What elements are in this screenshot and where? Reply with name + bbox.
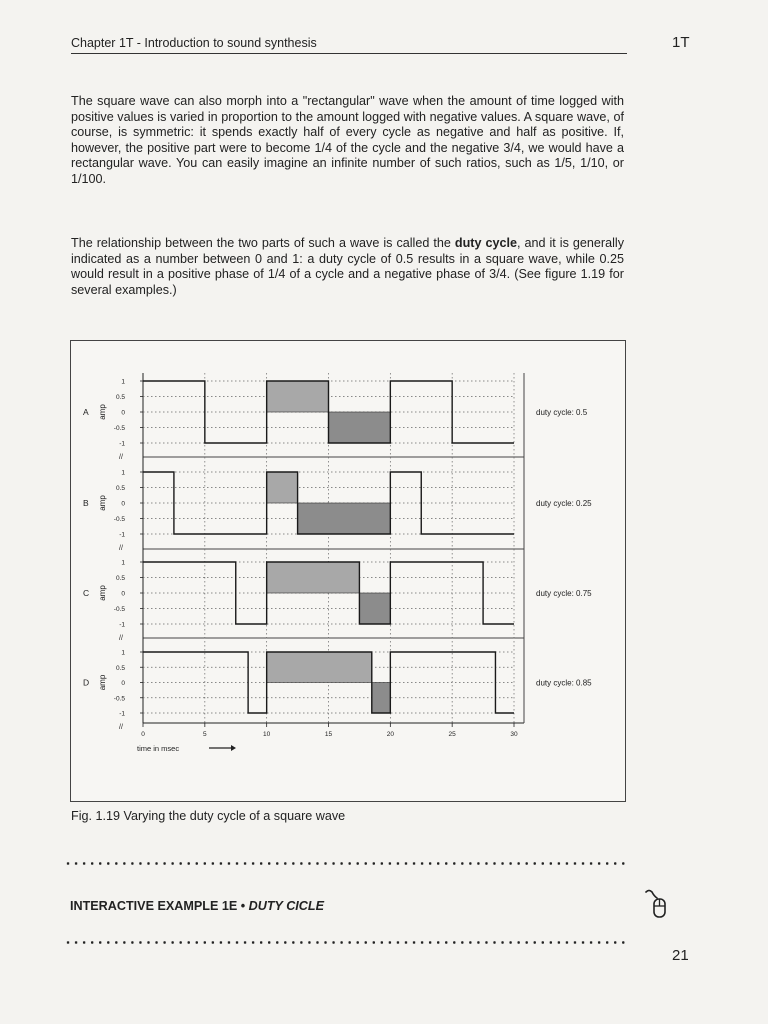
x-tick-label: 15 bbox=[324, 731, 333, 738]
series-letter: B bbox=[83, 498, 89, 508]
y-axis-label: amp bbox=[98, 495, 107, 511]
figure-duty-cycle bbox=[70, 340, 626, 802]
y-tick-label: -0.5 bbox=[113, 516, 125, 523]
text-run: The relationship between the two parts of such a wave is called the bbox=[71, 236, 455, 250]
page-number: 21 bbox=[672, 947, 689, 964]
y-tick-label: -0.5 bbox=[113, 425, 125, 432]
mouse-icon bbox=[644, 888, 668, 922]
x-tick-label: 20 bbox=[386, 731, 394, 738]
series-letter: C bbox=[83, 588, 90, 598]
y-tick-label: 0 bbox=[121, 680, 125, 687]
negative-phase-area bbox=[372, 683, 391, 714]
y-tick-label: 0.5 bbox=[115, 394, 125, 401]
positive-phase-area bbox=[267, 562, 360, 593]
x-tick-label: 5 bbox=[203, 731, 207, 738]
chapter-number: 1T bbox=[672, 34, 690, 51]
y-axis-label: amp bbox=[98, 674, 107, 691]
x-tick-label: 0 bbox=[141, 731, 145, 738]
axis-break-marker: // bbox=[119, 454, 123, 461]
y-tick-label: -0.5 bbox=[113, 606, 125, 613]
y-tick-label: 1 bbox=[121, 378, 125, 386]
positive-phase-area bbox=[267, 652, 372, 683]
paragraph-rectangular-wave: The square wave can also morph into a "rectangular" wave when the amount of time logged with positive values is varied in proportion to the amount logged with negative values. A square wave, of course, is symmetric: it spends exactly half of every cycle as negative and half as positive. If, however, the positive part were to become 1/4 of the cycle and the negative 3/4, we would have a rectangular wave. You can easily imagine an infinite number of such ratios, such as 1/5, 1/10, or 1/100. bbox=[71, 94, 624, 186]
interactive-example-title bbox=[70, 899, 324, 913]
y-tick-label: 1 bbox=[121, 649, 125, 657]
paragraph-duty-cycle bbox=[71, 236, 624, 298]
axis-break-marker: // bbox=[119, 545, 123, 552]
x-tick-label: 25 bbox=[448, 731, 456, 738]
negative-phase-area bbox=[359, 593, 390, 624]
axis-break-marker: // bbox=[119, 724, 123, 731]
series-letter: D bbox=[83, 677, 90, 688]
x-tick-label: 10 bbox=[263, 731, 271, 738]
duty-cycle-label: duty cycle: 0.75 bbox=[536, 589, 592, 598]
negative-phase-area bbox=[329, 412, 391, 443]
dotted-divider-top bbox=[64, 862, 629, 865]
y-tick-label: 0 bbox=[121, 590, 125, 598]
series-letter: A bbox=[83, 407, 89, 417]
positive-phase-area bbox=[267, 381, 329, 412]
duty-cycle-label: duty cycle: 0.25 bbox=[536, 499, 592, 508]
duty-cycle-chart bbox=[71, 341, 625, 801]
negative-phase-area bbox=[298, 503, 391, 534]
duty-cycle-label: duty cycle: 0.5 bbox=[536, 408, 588, 417]
y-tick-label: 0 bbox=[121, 500, 125, 508]
chapter-title: Chapter 1T - Introduction to sound synthesis bbox=[71, 36, 317, 50]
y-tick-label: -0.5 bbox=[113, 695, 125, 703]
interactive-example-name: DUTY CICLE bbox=[248, 899, 324, 913]
y-tick-label: -1 bbox=[119, 621, 125, 629]
y-tick-label: -1 bbox=[119, 440, 125, 448]
y-tick-label: -1 bbox=[119, 710, 125, 718]
y-tick-label: 1 bbox=[121, 559, 125, 567]
figure-caption: Fig. 1.19 Varying the duty cycle of a square wave bbox=[71, 809, 346, 823]
x-axis-arrowhead bbox=[231, 745, 236, 751]
running-header bbox=[71, 36, 627, 54]
dotted-divider-bottom bbox=[64, 941, 629, 944]
text-run: , and it is generally indicated as a number between 0 and 1: a duty cycle of 0.5 results in a square wave, while 0.25 would result in a positive phase of 1/4 of a cycle and a negative phase of 3/4. (See figure 1.19 for several examples.) bbox=[71, 236, 625, 297]
y-axis-label: amp bbox=[98, 404, 107, 420]
duty-cycle-label: duty cycle: 0.85 bbox=[536, 678, 592, 688]
y-tick-label: 0.5 bbox=[115, 664, 125, 672]
axis-break-marker: // bbox=[119, 635, 123, 642]
y-tick-label: -1 bbox=[119, 531, 125, 539]
x-axis-label: time in msec bbox=[137, 744, 180, 753]
positive-phase-area bbox=[267, 472, 298, 503]
interactive-example-label: INTERACTIVE EXAMPLE 1E • bbox=[70, 899, 249, 913]
y-axis-label: amp bbox=[98, 585, 107, 601]
x-tick-label: 30 bbox=[510, 731, 518, 738]
y-tick-label: 0 bbox=[121, 409, 125, 417]
term-duty-cycle: duty cycle bbox=[454, 236, 517, 250]
square-wave-line bbox=[143, 381, 514, 443]
y-tick-label: 0.5 bbox=[115, 575, 125, 582]
y-tick-label: 1 bbox=[121, 469, 125, 477]
y-tick-label: 0.5 bbox=[115, 485, 125, 492]
